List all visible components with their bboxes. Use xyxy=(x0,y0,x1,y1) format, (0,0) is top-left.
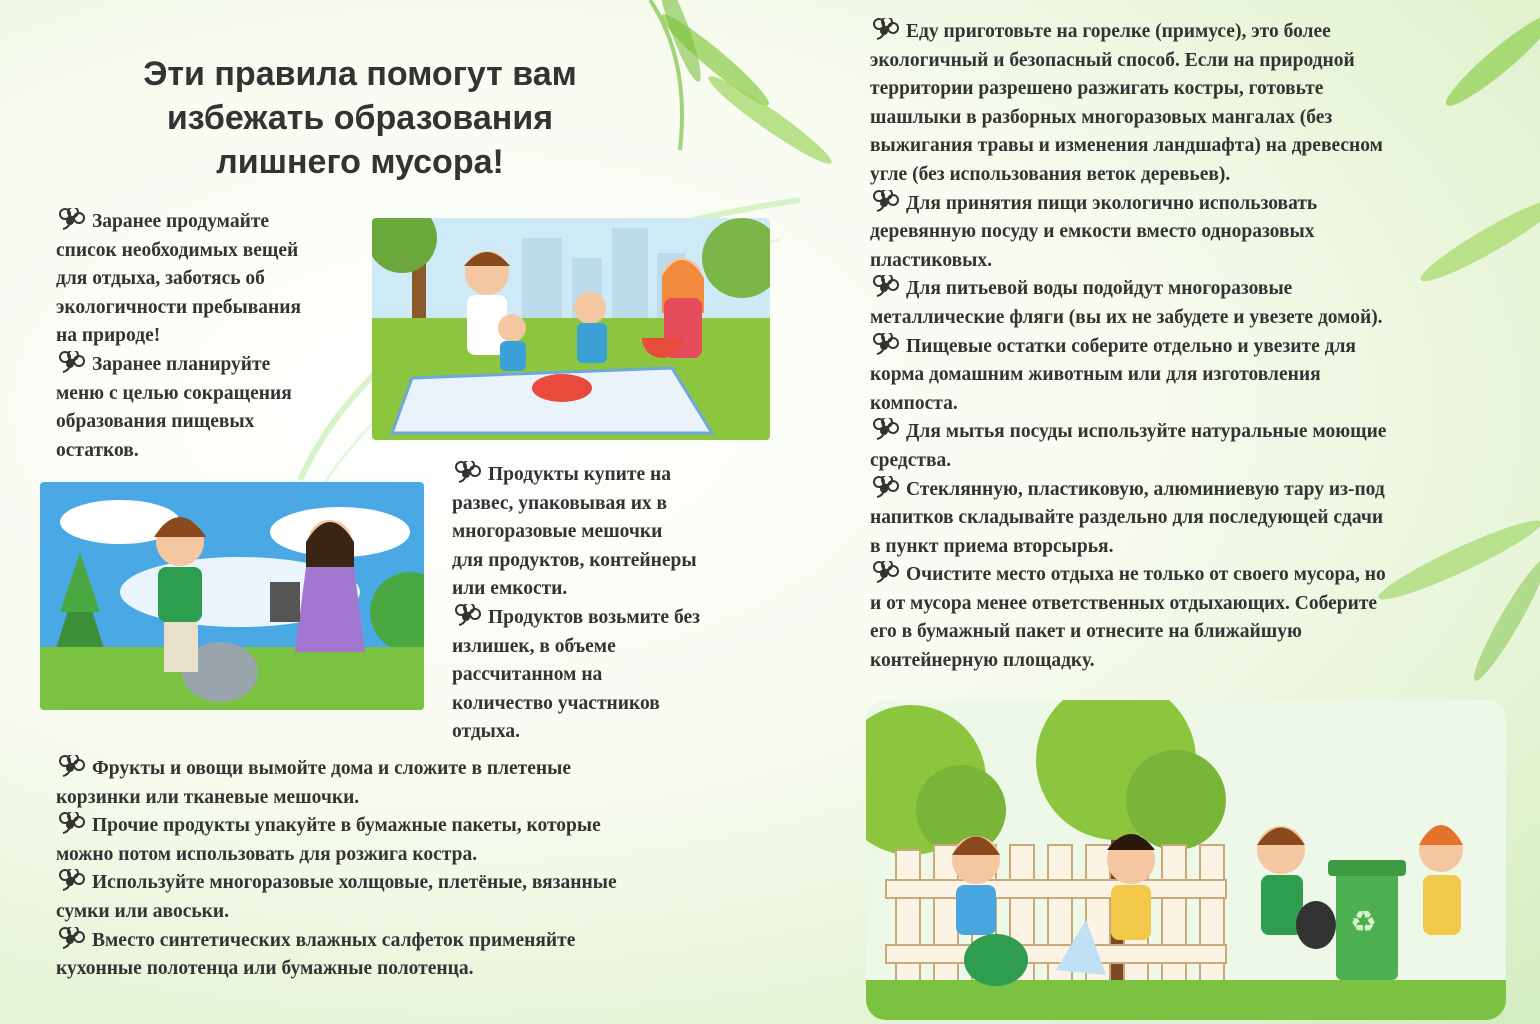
tip-line: Продукты купите на xyxy=(488,464,672,485)
tip-line: Вместо синтетических влажных салфеток применяйте xyxy=(92,929,576,951)
tip-item xyxy=(870,333,1510,419)
tip-line: Прочие продукты упакуйте в бумажные пакеты, которые xyxy=(92,815,601,837)
flower-bullet-icon xyxy=(56,812,86,834)
tip-line: рассчитанном на xyxy=(452,664,603,686)
tip-item xyxy=(56,351,376,465)
tip-item xyxy=(870,190,1510,276)
flower-bullet-icon xyxy=(452,461,482,483)
flower-bullet-icon xyxy=(870,418,900,440)
tip-line: Фрукты и овощи вымойте дома и сложите в плетеные xyxy=(92,758,572,779)
tips-right xyxy=(870,18,1510,676)
tip-line: можно потом использовать для розжига костра. xyxy=(56,843,478,865)
tip-line: средства. xyxy=(870,449,952,471)
tip-item xyxy=(870,18,1510,190)
tip-line: компоста. xyxy=(870,392,958,414)
tip-line: Заранее планируйте xyxy=(92,353,271,375)
tip-item xyxy=(56,869,776,926)
picnic-family-illustration xyxy=(372,218,770,440)
flower-bullet-icon xyxy=(870,18,900,40)
flower-bullet-icon xyxy=(870,275,900,297)
title-line: Эти правила помогут вам xyxy=(143,55,577,93)
recycling-kids-illustration xyxy=(866,700,1506,1020)
title-line: лишнего мусора! xyxy=(216,143,504,181)
tip-line: контейнерную площадку. xyxy=(870,650,1095,672)
tip-line: сумки или авоськи. xyxy=(56,900,230,922)
flower-bullet-icon xyxy=(870,190,900,212)
tip-line: напитков складывайте раздельно для последующей сдачи xyxy=(870,507,1384,529)
tip-item xyxy=(56,208,376,351)
flower-bullet-icon xyxy=(56,351,86,373)
tip-line: в пункт приема вторсырья. xyxy=(870,535,1114,557)
tip-item xyxy=(870,561,1510,675)
tip-line: количество участников xyxy=(452,692,660,714)
tip-line: на природе! xyxy=(56,325,161,347)
flower-bullet-icon xyxy=(56,755,86,777)
flower-bullet-icon xyxy=(870,561,900,583)
tip-line: меню с целью сокращения xyxy=(56,382,292,404)
tip-line: для отдыха, заботясь об xyxy=(56,268,265,290)
tip-line: металлические фляги (вы их не забудете и увезете домой). xyxy=(870,306,1383,328)
tip-line: Еду приготовьте на горелке (примусе), это более xyxy=(906,21,1331,42)
tip-line: его в бумажный пакет и отнесите на ближайшую xyxy=(870,621,1302,643)
tip-line: угле (без использования веток деревьев). xyxy=(870,163,1231,185)
tip-item xyxy=(870,476,1510,562)
tips-left-top xyxy=(56,208,376,465)
tip-line: излишек, в объеме xyxy=(452,635,616,657)
tip-line: остатков. xyxy=(56,439,139,461)
tip-line: Для питьевой воды подойдут многоразовые xyxy=(906,278,1293,300)
tip-line: корма домашним животным или для изготовления xyxy=(870,364,1321,386)
tip-item xyxy=(452,604,772,747)
recycle-icon: ♻ xyxy=(1350,905,1377,940)
tip-item xyxy=(870,275,1510,332)
tip-line: Очистите место отдыха не только от своего мусора, но xyxy=(906,564,1386,586)
tip-line: Стеклянную, пластиковую, алюминиевую тару из-под xyxy=(906,478,1385,500)
tips-middle xyxy=(452,461,772,747)
tips-left-bottom xyxy=(56,755,776,984)
page-title xyxy=(60,52,660,184)
tip-line: пластиковых. xyxy=(870,249,993,271)
tip-line: многоразовые мешочки xyxy=(452,521,663,543)
tip-line: шашлыки в разборных многоразовых мангалах (без xyxy=(870,106,1333,128)
flower-bullet-icon xyxy=(452,604,482,626)
tip-line: Используйте многоразовые холщовые, плетёные, вязанные xyxy=(92,872,617,894)
tip-item xyxy=(452,461,772,604)
tip-line: Для принятия пищи экологично использовать xyxy=(906,192,1318,214)
tip-line: экологичности пребывания xyxy=(56,296,302,318)
tip-line: Для мытья посуды используйте натуральные моющие xyxy=(906,421,1387,443)
tip-line: отдыха. xyxy=(452,721,521,743)
tip-line: территории разрешено разжигать костры, готовьте xyxy=(870,78,1324,100)
tip-item xyxy=(56,755,776,812)
tip-line: и от мусора менее ответственных отдыхающих. Соберите xyxy=(870,592,1378,614)
flower-bullet-icon xyxy=(870,333,900,355)
tip-line: развес, упаковывая их в xyxy=(452,492,668,514)
tip-item xyxy=(56,927,776,984)
tip-line: корзинки или тканевые мешочки. xyxy=(56,786,360,808)
flower-bullet-icon xyxy=(870,476,900,498)
tip-line: выжигания травы и изменения ландшафта) на древесном xyxy=(870,135,1383,157)
tip-line: Заранее продумайте xyxy=(92,211,270,232)
tip-line: для продуктов, контейнеры xyxy=(452,549,697,571)
tip-line: или емкости. xyxy=(452,578,568,600)
title-line: избежать образования xyxy=(166,99,554,137)
flower-bullet-icon xyxy=(56,869,86,891)
kids-collecting-trash-illustration xyxy=(40,482,424,710)
tip-item xyxy=(870,418,1510,475)
tip-line: список необходимых вещей xyxy=(56,239,299,261)
tip-line: экологичный и безопасный способ. Если на природной xyxy=(870,49,1355,71)
tip-line: Пищевые остатки соберите отдельно и увезите для xyxy=(906,335,1356,357)
flower-bullet-icon xyxy=(56,927,86,949)
flower-bullet-icon xyxy=(56,208,86,230)
tip-item xyxy=(56,812,776,869)
tip-line: образования пищевых xyxy=(56,411,255,433)
tip-line: кухонные полотенца или бумажные полотенца. xyxy=(56,958,474,980)
tip-line: Продуктов возьмите без xyxy=(488,606,700,628)
tip-line: деревянную посуду и емкости вместо одноразовых xyxy=(870,221,1315,243)
